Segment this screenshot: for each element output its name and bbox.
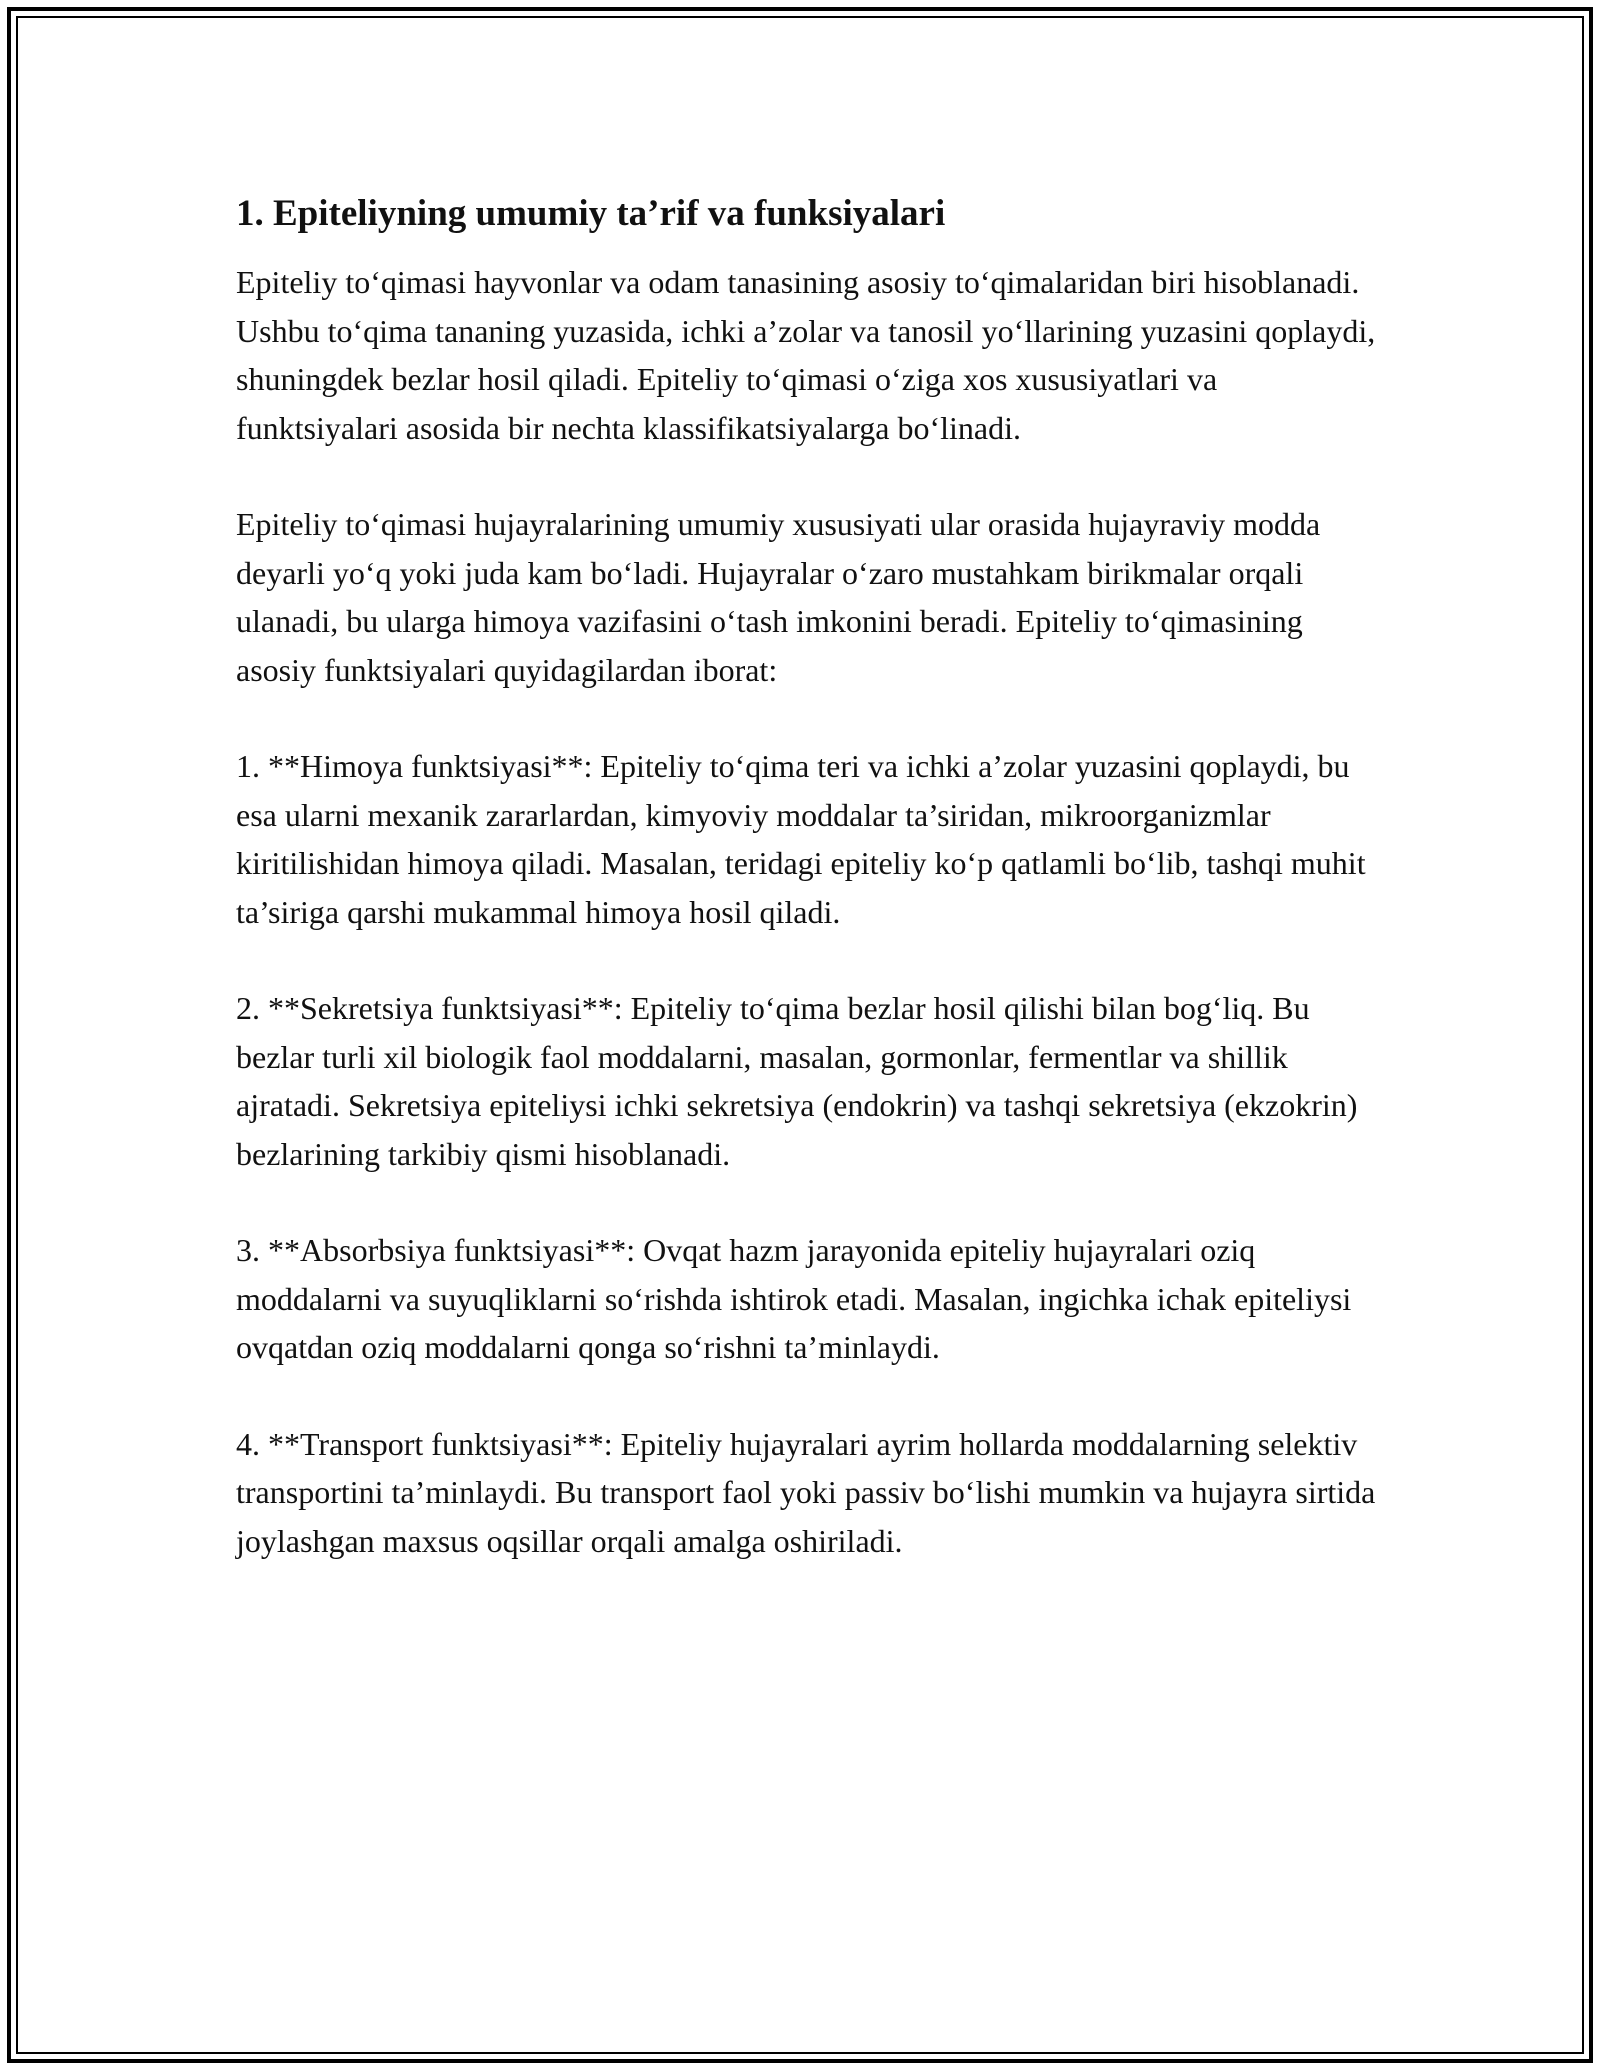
paragraph-properties: Epiteliy to‘qimasi hujayralarining umumiy xususiyati ular orasida hujayraviy modda deyarli yo‘q yoki juda kam bo‘ladi. Hujayralar o‘zaro mustahkam birikmalar orqali ulanadi, bu ularga himoya vazifasini o‘tash imkonini beradi. Epiteliy to‘qimasining asosiy funktsiyalari quyidagilardan iborat: xyxy=(236,506,1321,688)
paragraph-intro: Epiteliy to‘qimasi hayvonlar va odam tanasining asosiy to‘qimalaridan biri hisoblanadi. Ushbu to‘qima tananing yuzasida, ichki a’zolar va tanosil yo‘llarining yuzasini qoplaydi, shuningdek bezlar hosil qiladi. Epiteliy to‘qimasi o‘ziga xos xususiyatlari va funktsiyalari asosida bir nechta klassifikatsiyalarga bo‘linadi. xyxy=(236,264,1376,446)
paragraph-absorption-function: 3. **Absorbsiya funktsiyasi**: Ovqat hazm jarayonida epiteliy hujayralari oziq moddalarni va suyuqliklarni so‘rishda ishtirok etadi. Masalan, ingichka ichak epiteliysi ovqatdan oziq moddalarni qonga so‘rishni ta’minlaydi. xyxy=(236,1232,1352,1365)
paragraph-protection-function: 1. **Himoya funktsiyasi**: Epiteliy to‘qima teri va ichki a’zolar yuzasini qoplaydi, bu esa ularni mexanik zararlardan, kimyoviy moddalar ta’siridan, mikroorganizmlar kiritilishidan himoya qiladi. Masalan, teridagi epiteliy ko‘p qatlamli bo‘lib, tashqi muhit ta’siriga qarshi mukammal himoya hosil qiladi. xyxy=(236,748,1366,930)
section-heading: 1. Epiteliyning umumiy ta’rif va funksiyalari xyxy=(236,193,946,234)
paragraph-secretion-function: 2. **Sekretsiya funktsiyasi**: Epiteliy to‘qima bezlar hosil qilishi bilan bog‘liq. Bu bezlar turli xil biologik faol moddalarni, masalan, gormonlar, fermentlar va shillik ajratadi. Sekretsiya epiteliysi ichki sekretsiya (endokrin) va tashqi sekretsiya (ekzokrin) bezlarining tarkibiy qismi hisoblanadi. xyxy=(236,990,1358,1172)
paragraph-transport-function: 4. **Transport funktsiyasi**: Epiteliy hujayralari ayrim hollarda moddalarning selektiv transportini ta’minlaydi. Bu transport faol yoki passiv bo‘lishi mumkin va hujayra sirtida joylashgan maxsus oqsillar orqali amalga oshiriladi. xyxy=(236,1425,1376,1559)
document-body xyxy=(236,188,1376,1613)
